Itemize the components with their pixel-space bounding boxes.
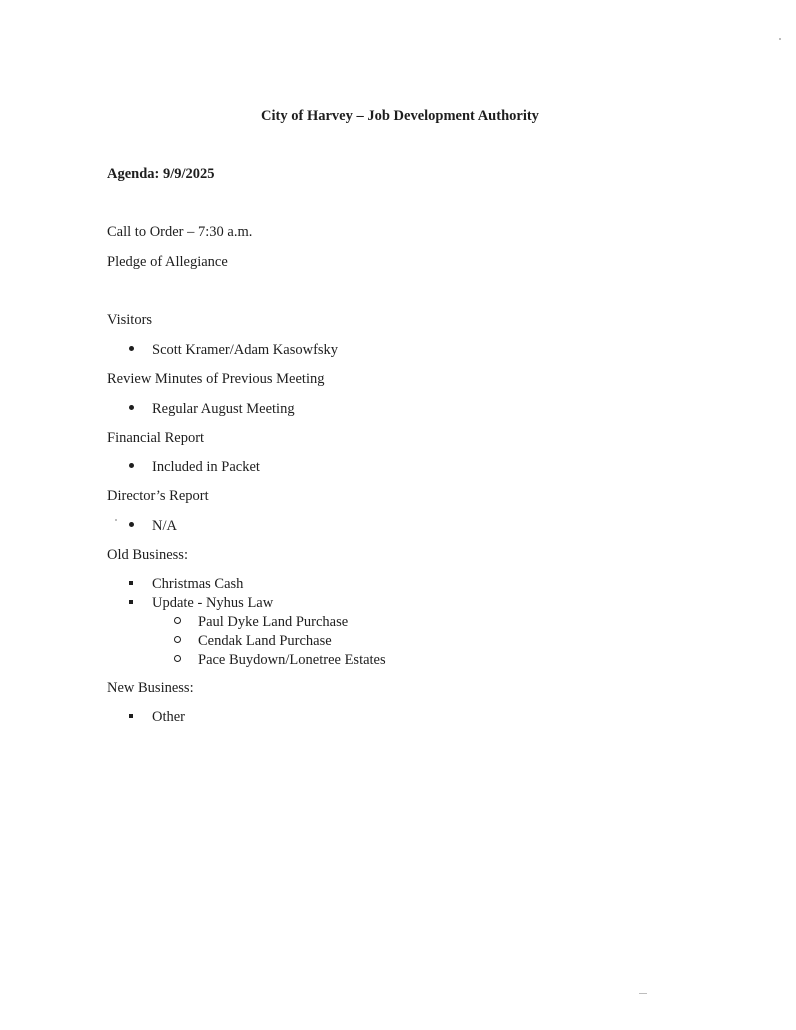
sub-item-text: Paul Dyke Land Purchase: [198, 614, 349, 630]
call-to-order: Call to Order – 7:30 a.m.: [107, 224, 253, 240]
scan-speck: [115, 519, 117, 521]
bullet-dot-icon: [129, 459, 152, 476]
visitors-item: [129, 342, 338, 359]
new-business-heading: New Business:: [107, 680, 194, 696]
minutes-item: [129, 401, 295, 418]
sub-item-text: Cendak Land Purchase: [198, 633, 332, 649]
director-heading: Director’s Report: [107, 488, 209, 504]
old-business-item: [129, 576, 243, 593]
director-item: [129, 518, 177, 535]
scan-speck: [639, 993, 647, 994]
bullet-square-icon: [129, 576, 152, 593]
old-business-item-text: Update - Nyhus Law: [152, 595, 274, 611]
director-item-text: N/A: [152, 518, 177, 534]
new-business-item-text: Other: [152, 709, 186, 725]
old-business-sub-item: [174, 633, 332, 650]
bullet-dot-icon: [129, 342, 152, 359]
old-business-sub-item: [174, 614, 348, 631]
financial-heading: Financial Report: [107, 430, 205, 446]
document-title: City of Harvey – Job Development Authority: [261, 108, 539, 124]
bullet-dot-icon: [129, 518, 152, 535]
bullet-square-icon: [129, 709, 152, 726]
agenda-date-heading: Agenda: 9/9/2025: [107, 166, 215, 182]
minutes-item-text: Regular August Meeting: [152, 401, 295, 417]
pledge-of-allegiance: Pledge of Allegiance: [107, 254, 228, 270]
financial-item-text: Included in Packet: [152, 459, 260, 475]
financial-item: [129, 459, 260, 476]
minutes-heading: Review Minutes of Previous Meeting: [107, 371, 325, 387]
scan-speck: [779, 38, 781, 40]
old-business-heading: Old Business:: [107, 547, 188, 563]
bullet-circle-icon: [174, 614, 198, 631]
new-business-item: [129, 709, 185, 726]
old-business-item: [129, 595, 273, 612]
bullet-circle-icon: [174, 633, 198, 650]
old-business-sub-item: [174, 652, 386, 669]
bullet-square-icon: [129, 595, 152, 612]
bullet-circle-icon: [174, 652, 198, 669]
old-business-item-text: Christmas Cash: [152, 576, 244, 592]
visitors-item-text: Scott Kramer/Adam Kasowfsky: [152, 342, 339, 358]
bullet-dot-icon: [129, 401, 152, 418]
visitors-heading: Visitors: [107, 312, 153, 328]
sub-item-text: Pace Buydown/Lonetree Estates: [198, 652, 386, 668]
